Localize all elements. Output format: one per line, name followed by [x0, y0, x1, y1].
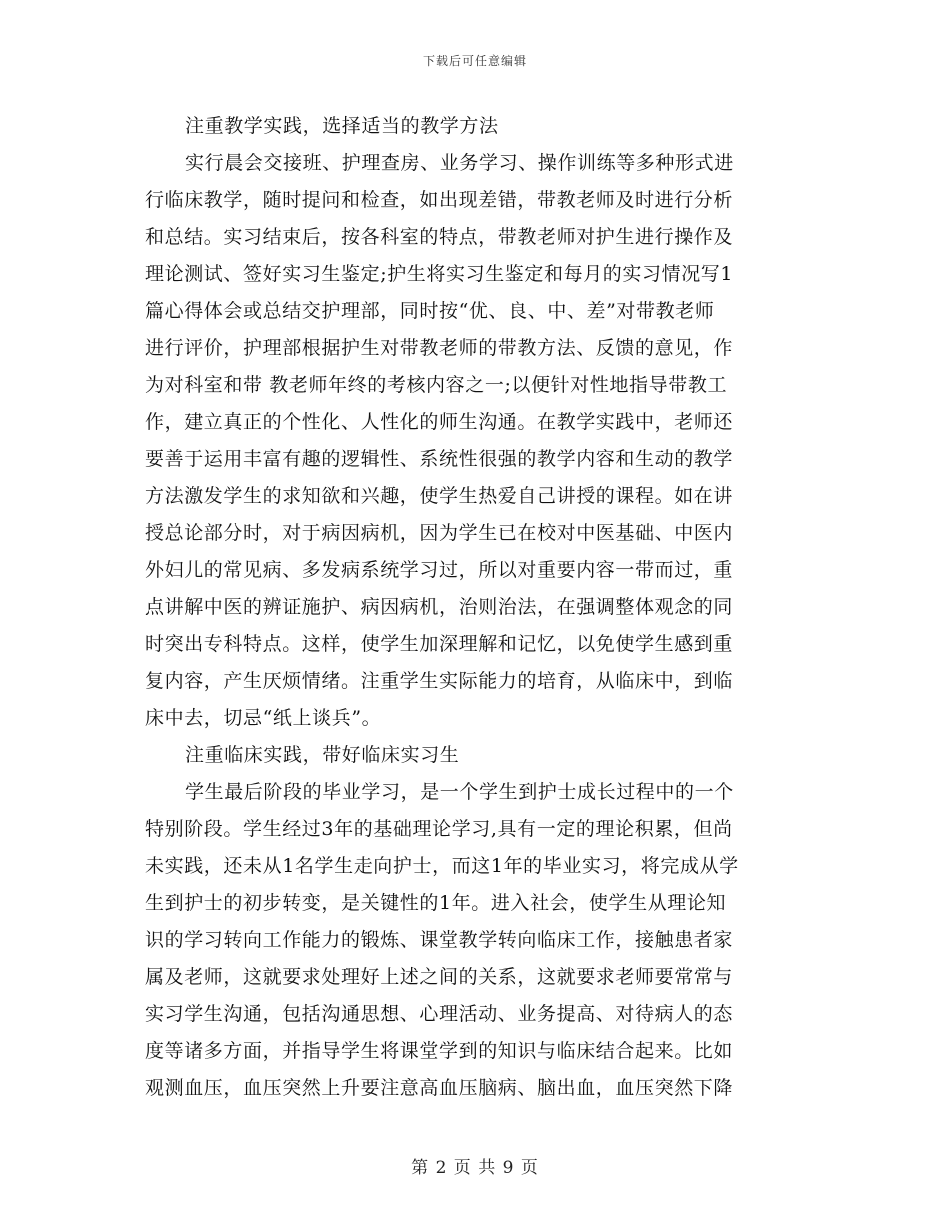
body-line: 特别阶段。学生经过3年的基础理论学习,具有一定的理论积累，但尚 [145, 818, 733, 840]
body-line: 观测血压，血压突然上升要注意高血压脑病、脑出血，血压突然下降 [145, 1077, 734, 1099]
body-line: 外妇儿的常见病、多发病系统学习过，所以对重要内容一带而过，重 [145, 559, 734, 581]
body-line: 行临床教学，随时提问和检查，如出现差错，带教老师及时进行分析 [145, 189, 734, 211]
body-line: 属及老师，这就要求处理好上述之间的关系，这就要求老师要常常与 [145, 966, 734, 988]
body-line: 实行晨会交接班、护理查房、业务学习、操作训练等多种形式进 [185, 152, 734, 174]
body-line: 注重教学实践，选择适当的教学方法 [185, 115, 499, 137]
section-heading: 注重临床实践，带好临床实习生 [185, 744, 460, 766]
body-line: 实习学生沟通，包括沟通思想、心理活动、业务提高、对待病人的态 [145, 1003, 734, 1025]
body-line: 方法激发学生的求知欲和兴趣，使学生热爱自己讲授的课程。如在讲 [145, 485, 734, 507]
body-line: 授总论部分时，对于病因病机，因为学生已在校对中医基础、中医内 [145, 522, 734, 544]
body-line: 床中去，切忌“纸上谈兵”。 [145, 707, 382, 729]
body-line: 要善于运用丰富有趣的逻辑性、系统性很强的教学内容和生动的教学 [145, 448, 734, 470]
body-line: 识的学习转向工作能力的锻炼、课堂教学转向临床工作，接触患者家 [145, 929, 734, 951]
header-note: 下载后可任意编辑 [422, 54, 527, 68]
body-line: 生到护士的初步转变，是关键性的1年。进入社会，使学生从理论知 [145, 892, 727, 914]
page-number-footer: 第 2 页 共 9 页 [411, 1158, 539, 1178]
body-line: 时突出专科特点。这样，使学生加深理解和记忆，以免使学生感到重 [145, 633, 734, 655]
body-line: 度等诸多方面，并指导学生将课堂学到的知识与临床结合起来。比如 [145, 1040, 734, 1062]
body-line: 作，建立真正的个性化、人性化的师生沟通。在教学实践中，老师还 [145, 411, 734, 433]
body-line: 为对科室和带 教老师年终的考核内容之一;以便针对性地指导带教工 [145, 374, 728, 396]
body-line: 理论测试、签好实习生鉴定;护生将实习生鉴定和每月的实习情况写1 [145, 263, 734, 285]
body-line: 和总结。实习结束后，按各科室的特点，带教老师对护生进行操作及 [145, 226, 734, 248]
body-line: 篇心得体会或总结交护理部，同时按“优、良、中、差”对带教老师 [145, 300, 715, 322]
body-line: 复内容，产生厌烦情绪。注重学生实际能力的培育，从临床中，到临 [145, 670, 734, 692]
body-line: 进行评价，护理部根据护生对带教老师的带教方法、反馈的意见，作 [145, 337, 734, 359]
body-line: 点讲解中医的辨证施护、病因病机，治则治法，在强调整体观念的同 [145, 596, 734, 618]
body-line: 未实践，还未从1名学生走向护士，而这1年的毕业实习，将完成从学 [145, 855, 739, 877]
body-line: 学生最后阶段的毕业学习，是一个学生到护士成长过程中的一个 [185, 781, 734, 803]
